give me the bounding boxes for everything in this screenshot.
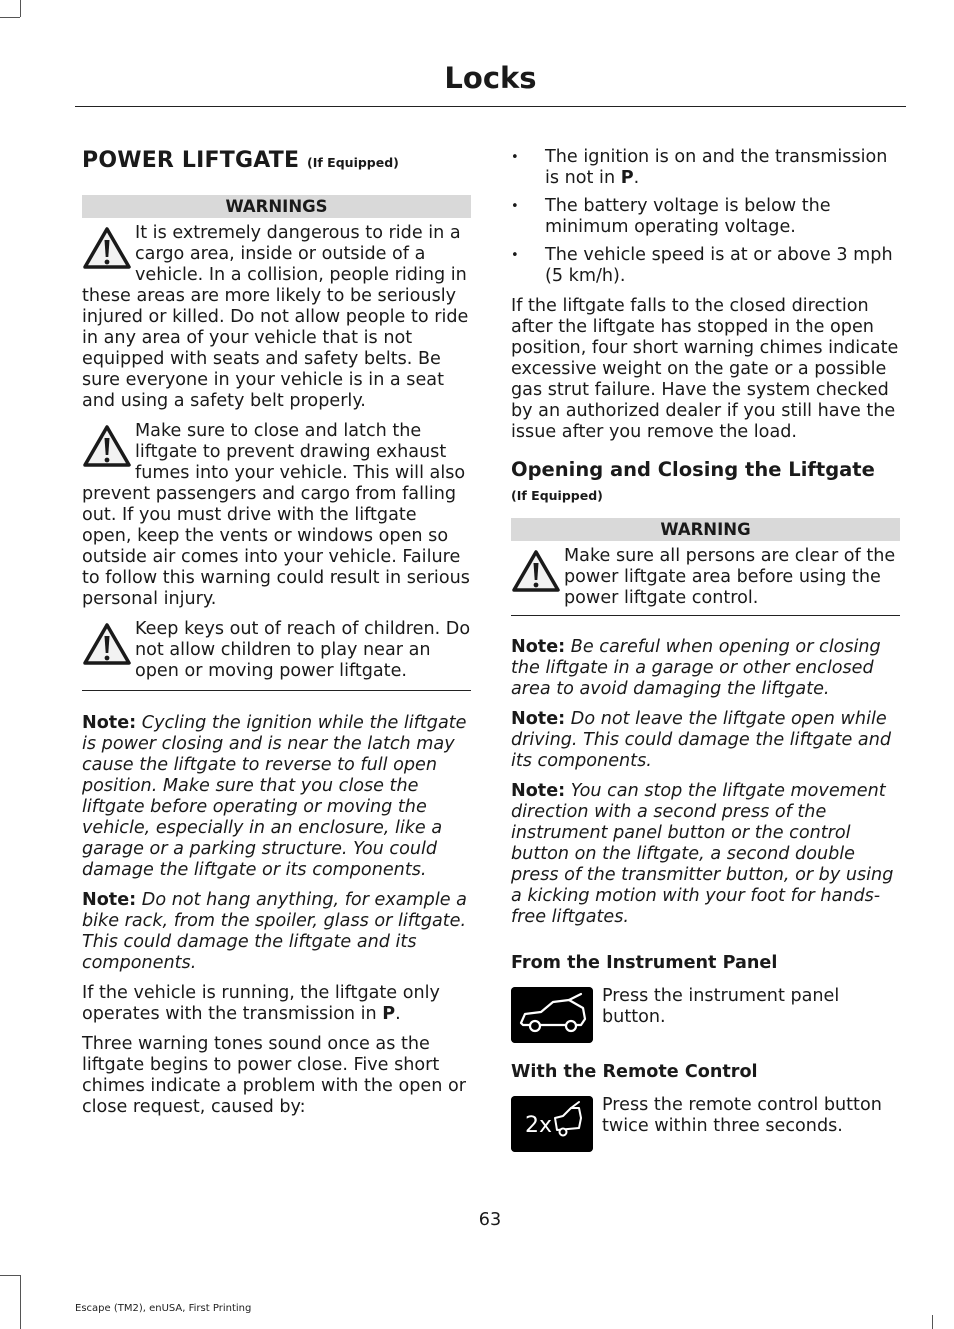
note-label: Note: xyxy=(82,890,137,910)
note-label: Note: xyxy=(511,781,566,801)
liftgate-car-icon xyxy=(511,987,593,1043)
crop-mark xyxy=(932,1315,933,1329)
warning-item xyxy=(82,421,471,610)
body-text-end: . xyxy=(395,1004,401,1024)
list-item: • The battery voltage is below the minimum operating voltage. xyxy=(511,196,900,238)
crop-mark xyxy=(20,0,21,17)
warning-triangle-icon xyxy=(82,225,132,271)
crop-mark xyxy=(0,17,20,18)
note-paragraph xyxy=(511,637,900,700)
warning-end-divider xyxy=(511,615,900,616)
remote-control-heading: With the Remote Control xyxy=(511,1062,758,1082)
instrument-panel-instruction: Press the instrument panel button. xyxy=(602,986,840,1027)
note-label: Note: xyxy=(511,709,566,729)
warning-banner: WARNING xyxy=(511,518,900,541)
list-item xyxy=(511,147,900,189)
list-item-text-end: . xyxy=(633,168,640,188)
warnings-list xyxy=(511,546,900,609)
section-heading-text: POWER LIFTGATE xyxy=(82,148,300,173)
crop-mark xyxy=(20,1275,21,1329)
warnings-end-divider xyxy=(82,690,471,691)
warning-text: Make sure all persons are clear of the power liftgate area before using the power liftgate control. xyxy=(564,546,896,608)
note-paragraph xyxy=(82,713,471,881)
warning-item xyxy=(82,223,471,412)
chime-cause-list xyxy=(511,147,900,287)
crop-mark xyxy=(0,1275,20,1276)
page-number: 63 xyxy=(478,1210,502,1230)
remote-liftgate-icon xyxy=(511,1096,593,1152)
remote-control xyxy=(511,1095,900,1152)
warning-text: Keep keys out of reach of children. Do not allow children to play near an open or moving power liftgate. xyxy=(135,619,471,681)
instrument-panel-control xyxy=(511,986,900,1043)
gear-position-p: P xyxy=(620,168,634,188)
warning-triangle-icon xyxy=(82,621,132,667)
instrument-panel-heading: From the Instrument Panel xyxy=(511,953,778,973)
page-title: Locks xyxy=(444,61,537,95)
left-column xyxy=(82,143,471,1118)
warning-item xyxy=(511,546,900,609)
section-heading xyxy=(82,143,471,181)
subsection-heading-qualifier: (If Equipped) xyxy=(511,488,603,503)
warning-triangle-icon xyxy=(511,548,561,594)
section-heading-qualifier: (If Equipped) xyxy=(307,155,399,170)
gear-position-p: P xyxy=(382,1004,396,1024)
body-text: If the vehicle is running, the liftgate only operates with the transmission in xyxy=(82,983,440,1024)
warnings-banner: WARNINGS xyxy=(82,195,471,218)
remote-icon-label: 2x xyxy=(525,1113,553,1138)
body-paragraph: Three warning tones sound once as the liftgate begins to power close. Five short chimes indicate a problem with the open or close request, caused by: xyxy=(82,1034,466,1117)
right-column xyxy=(511,147,900,1152)
list-item: • The vehicle speed is at or above 3 mph (5 km/h). xyxy=(511,245,900,287)
warning-item xyxy=(82,619,471,682)
warning-text: It is extremely dangerous to ride in a cargo area, inside or outside of a vehicle. In a collision, people riding in these areas are more likely to be seriously injured or killed. Do not allow people to ride in any area of your vehicle that is not equipped with seats and safety belts. Be sure everyone in your vehicle is in a seat and using a safety belt properly. xyxy=(82,223,469,411)
note-text: Be careful when opening or closing the liftgate in a garage or other enclosed area to avoid damaging the liftgate. xyxy=(511,637,881,699)
note-paragraph xyxy=(511,781,900,928)
note-paragraph xyxy=(511,709,900,772)
list-item-text: The ignition is on and the transmission is not in xyxy=(545,147,888,188)
note-text: You can stop the liftgate movement direction with a second press of the instrument panel button or the control button on the liftgate, a second double press of the transmitter button, or by using a kicking motion with your foot for hands-free liftgates. xyxy=(511,781,894,927)
warning-text: Make sure to close and latch the liftgate to prevent drawing exhaust fumes into your vehicle. This will also prevent passengers and cargo from falling out. If you must drive with the liftgate open, keep the vents or windows open so outside air comes into your vehicle. Failure to follow this warning could result in serious personal injury. xyxy=(82,421,470,609)
footer-text: Escape (TM2), enUSA, First Printing xyxy=(75,1303,252,1314)
note-paragraph xyxy=(82,890,471,974)
warnings-list xyxy=(82,223,471,682)
note-label: Note: xyxy=(511,637,566,657)
remote-control-instruction: Press the remote control button twice within three seconds. xyxy=(602,1095,882,1136)
note-text: Cycling the ignition while the liftgate is power closing and is near the latch may cause the liftgate to reverse to full open position. Make sure that you close the liftgate before operating or moving the vehicle, especially in an enclosure, like a garage or a parking structure. You could damage the liftgate or its components. xyxy=(82,713,467,880)
body-paragraph xyxy=(82,983,471,1025)
note-text: Do not hang anything, for example a bike rack, from the spoiler, glass or liftgate. This could damage the liftgate and its components. xyxy=(82,890,467,973)
title-divider xyxy=(75,106,906,107)
note-label: Note: xyxy=(82,713,137,733)
body-paragraph: If the liftgate falls to the closed direction after the liftgate has stopped in the open position, four short warning chimes indicate excessive weight on the gate or a possible gas strut failure. Have the system checked by an authorized dealer if you still have the issue after you remove the load. xyxy=(511,296,899,442)
note-text: Do not leave the liftgate open while driving. This could damage the liftgate and its components. xyxy=(511,709,892,771)
warning-triangle-icon xyxy=(82,423,132,469)
subsection-heading: Opening and Closing the Liftgate xyxy=(511,458,875,481)
